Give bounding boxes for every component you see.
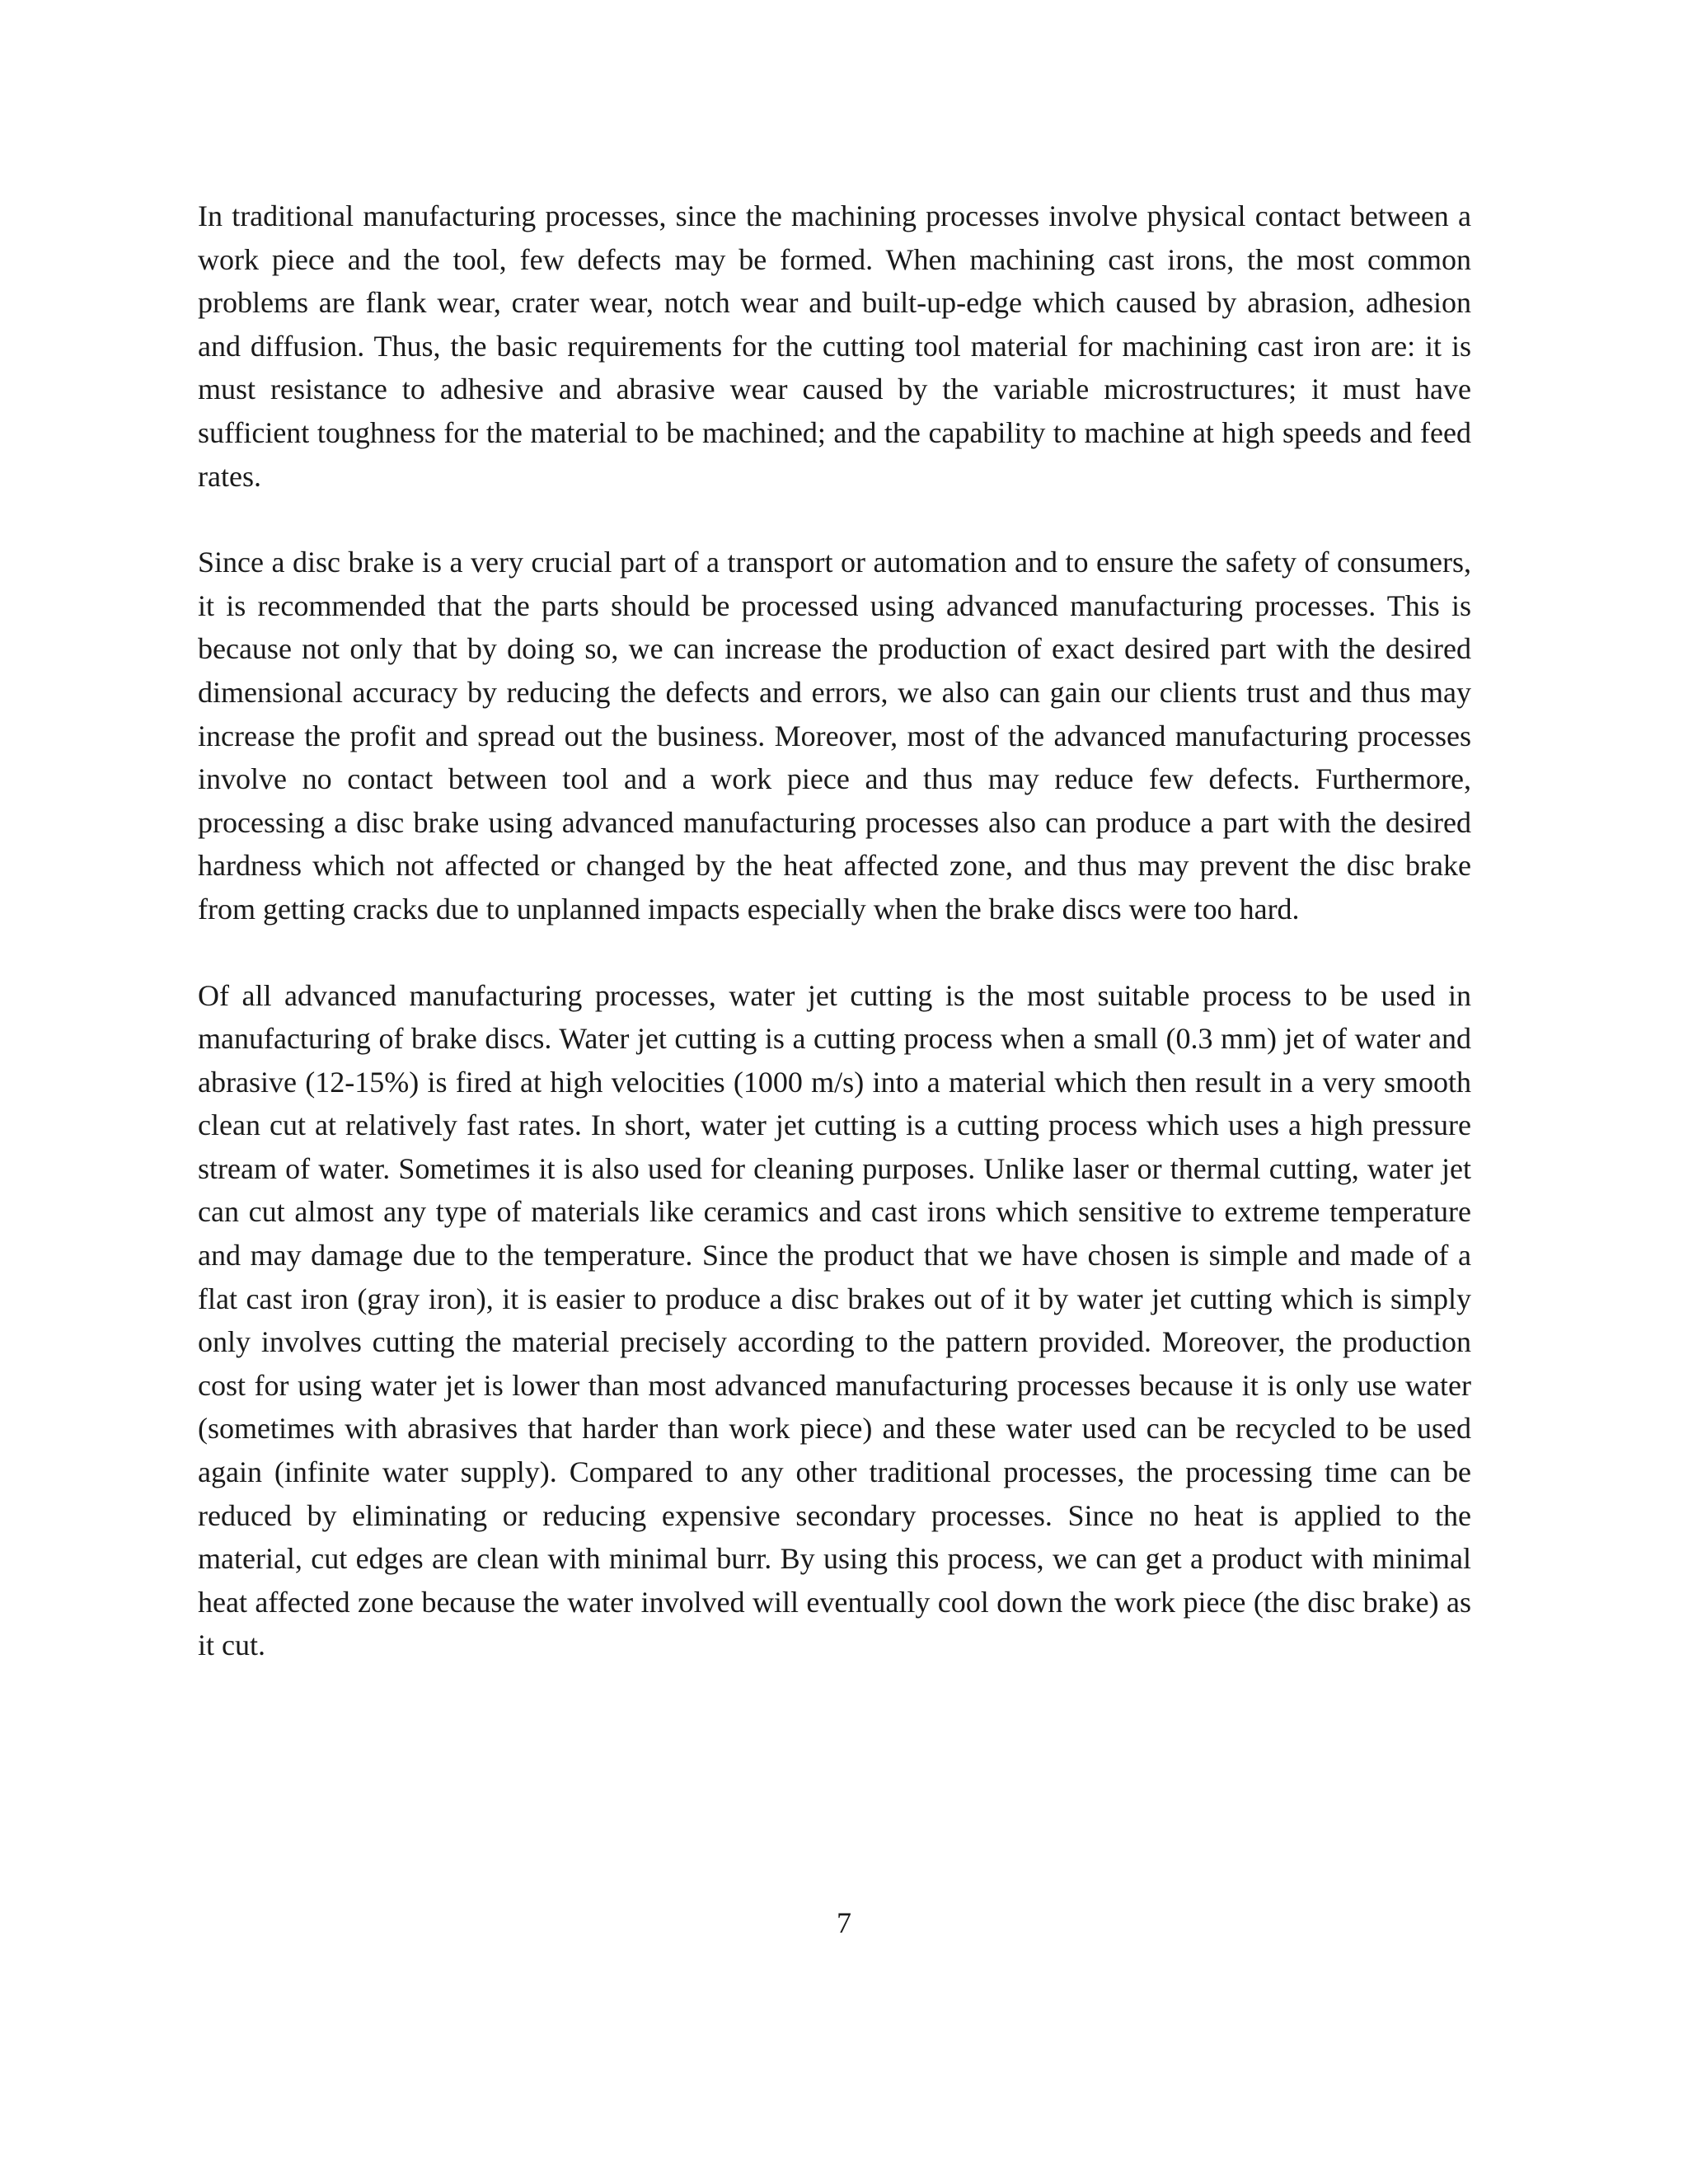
paragraph-traditional-processes: In traditional manufacturing processes, since the machining processes involve physical contact between a work piece and the tool, few defects may be formed. When machining cast irons, the most common problems are flank wear, crater wear, notch wear and built-up-edge which caused by abrasion, adhesion and diffusion. Thus, the basic requirements for the cutting tool material for machining cast iron are: it is must resistance to adhesive and abrasive wear caused by the variable microstructures; it must have sufficient toughness for the material to be machined; and the capability to machine at high speeds and feed rates. xyxy=(198,199,1471,493)
paragraph-water-jet-cutting: Of all advanced manufacturing processes, water jet cutting is the most suitable process to be used in manufacturing of brake discs. Water jet cutting is a cutting process when a small (0.3 mm) jet of water and abrasive (12-15%) is fired at high velocities (1000 m/s) into a material which then result in a very smooth clean cut at relatively fast rates. In short, water jet cutting is a cutting process which uses a high pressure stream of water. Sometimes it is also used for cleaning purposes. Unlike laser or thermal cutting, water jet can cut almost any type of materials like ceramics and cast irons which sensitive to extreme temperature and may damage due to the temperature. Since the product that we have chosen is simple and made of a flat cast iron (gray iron), it is easier to produce a disc brakes out of it by water jet cutting which is simply only involves cutting the material precisely according to the pattern provided. Moreover, the production cost for using water jet is lower than most advanced manufacturing processes because it is only use water (sometimes with abrasives that harder than work piece) and these water used can be recycled to be used again (infinite water supply). Compared to any other traditional processes, the processing time can be reduced by eliminating or reducing expensive secondary processes. Since no heat is applied to the material, cut edges are clean with minimal burr. By using this process, we can get a product with minimal heat affected zone because the water involved will eventually cool down the work piece (the disc brake) as it cut. xyxy=(198,978,1471,1662)
page-body xyxy=(198,194,1471,1710)
paragraph-disc-brake-safety: Since a disc brake is a very crucial part of a transport or automation and to ensure the safety of consumers, it is recommended that the parts should be processed using advanced manufacturing processes. This is because not only that by doing so, we can increase the production of exact desired part with the desired dimensional accuracy by reducing the defects and errors, we also can gain our clients trust and thus may increase the profit and spread out the business. Moreover, most of the advanced manufacturing processes involve no contact between tool and a work piece and thus may reduce few defects. Furthermore, processing a disc brake using advanced manufacturing processes also can produce a part with the desired hardness which not affected or changed by the heat affected zone, and thus may prevent the disc brake from getting cracks due to unplanned impacts especially when the brake discs were too hard. xyxy=(198,546,1471,926)
page-number: 7 xyxy=(837,1906,851,1939)
